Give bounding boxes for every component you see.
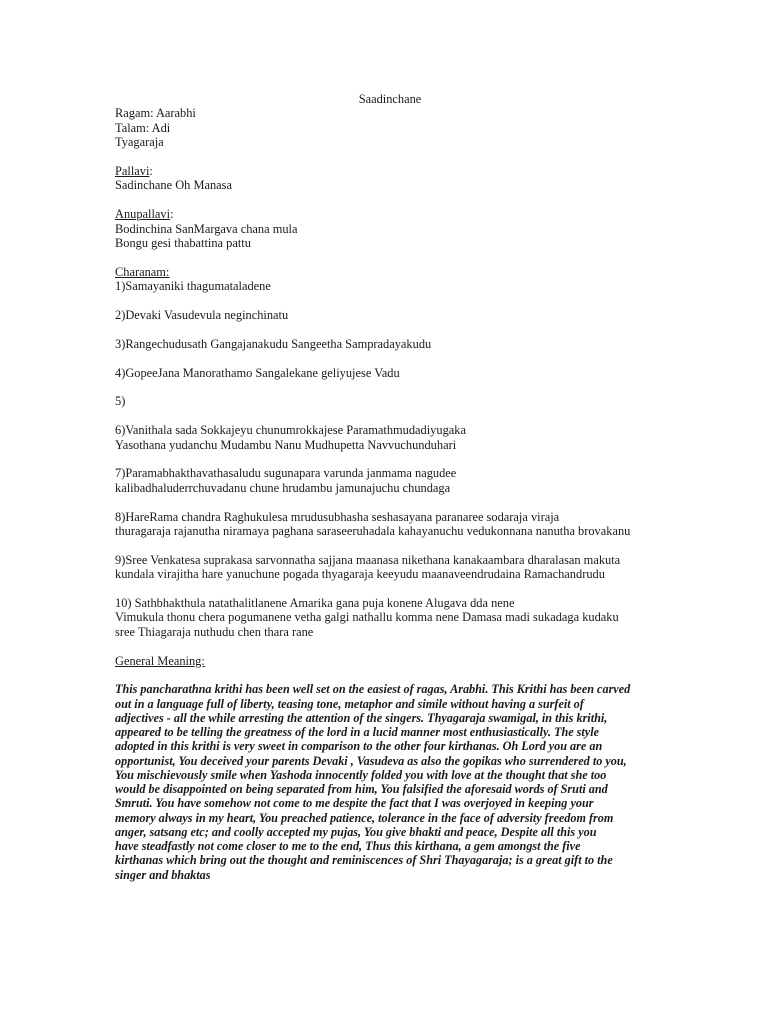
talam-line: Talam: Adi: [115, 120, 171, 135]
meaning-line: You mischievously smile when Yashoda innocently folded you with love at the thought that she too: [115, 767, 607, 782]
pallavi-line: Sadinchane Oh Manasa: [115, 178, 232, 193]
meaning-line: out in a language full of liberty, teasing tone, metaphor and simile without having a surfeit of: [115, 696, 584, 711]
spacer: [115, 294, 655, 308]
document-page: [115, 92, 655, 882]
meaning-line: This pancharathna krithi has been well set on the easiest of ragas, Arabhi. This Krithi has been carved: [115, 682, 631, 697]
spacer: [115, 351, 655, 365]
charanam-line-7a: 7)Paramabhakthavathasaludu sugunapara varunda janmama nagudee: [115, 466, 457, 481]
charanam-line-6a: 6)Vanithala sada Sokkajeyu chunumrokkajese Paramathmudadiyugaka: [115, 423, 466, 438]
charanam-line-9b: kundala virajitha hare yanuchune pogada thyagaraja keeyudu maanaveendrudaina Ramachandrudu: [115, 567, 605, 582]
composer-line: Tyagaraja: [115, 135, 164, 150]
document-title: Saadinchane: [358, 92, 422, 106]
charanam-line-10b: Vimukula thonu chera pogumanene vetha galgi nathallu komma nene Damasa madi sukadaga kudaku: [115, 610, 619, 625]
spacer: [115, 452, 655, 466]
spacer: [115, 380, 655, 394]
anupallavi-heading-text: Anupallavi: [115, 207, 171, 222]
spacer: [115, 322, 655, 336]
charanam-line-1: 1)Samayaniki thagumataladene: [115, 279, 271, 294]
anupallavi-heading: [115, 207, 655, 221]
charanam-line-4: 4)GopeeJana Manorathamo Sangalekane geliyujese Vadu: [115, 365, 400, 380]
pallavi-heading-text: Pallavi: [115, 164, 150, 179]
charanam-line-5: 5): [115, 394, 126, 409]
charanam-line-8a: 8)HareRama chandra Raghukulesa mrudusubhasha seshasayana paranaree sodaraja viraja: [115, 509, 560, 524]
meaning-line: opportunist, You deceived your parents Devaki , Vasudeva as also the gopikas who surrendered to you,: [115, 753, 627, 768]
meaning-line: Smruti. You have somehow not come to me despite the fact that I was overjoyed in keeping your: [115, 796, 594, 811]
pallavi-heading-colon: :: [149, 164, 153, 179]
spacer: [115, 495, 655, 509]
meaning-line: kirthanas which bring out the thought and reminiscences of Shri Thayagaraja; is a great gift to the: [115, 853, 613, 868]
meaning-line: would be disappointed on being separated from him, You falsified the aforesaid words of Sruti and: [115, 782, 608, 797]
meaning-line: singer and bhaktas: [115, 867, 211, 882]
anupallavi-heading-colon: :: [170, 207, 174, 222]
meaning-line: appeared to be telling the greatness of the lord in a lucid manner most enthusiastically. The style: [115, 725, 600, 740]
charanam-line-7b: kalibadhaluderrchuvadanu chune hrudambu jamunajuchu chundaga: [115, 480, 451, 495]
charanam-heading: Charanam:: [115, 264, 170, 279]
charanam-line-9a: 9)Sree Venkatesa suprakasa sarvonnatha sajjana maanasa nikethana kanakaambara dharalasan makuta: [115, 552, 621, 567]
charanam-line-8b: thuragaraja rajanutha niramaya paghana saraseeruhadala kahayanuchu vedukonnana nanutha brovakanu: [115, 524, 631, 539]
charanam-line-6b: Yasothana yudanchu Mudambu Nanu Mudhupetta Navvuchunduhari: [115, 437, 457, 452]
spacer: [115, 250, 655, 264]
charanam-line-2: 2)Devaki Vasudevula neginchinatu: [115, 308, 289, 323]
anupallavi-line: Bongu gesi thabattina pattu: [115, 236, 251, 251]
charanam-line-3: 3)Rangechudusath Gangajanakudu Sangeetha Sampradayakudu: [115, 336, 432, 351]
spacer: [115, 409, 655, 423]
meaning-line: anger, satsang etc; and coolly accepted my pujas, You give bhakti and peace, Despite all this you: [115, 824, 597, 839]
anupallavi-line: Bodinchina SanMargava chana mula: [115, 221, 298, 236]
meaning-line: adjectives - all the while arresting the attention of the singers. Thyagaraja swamigal, in this krithi,: [115, 710, 608, 725]
charanam-line-10a: 10) Sathbhakthula natathalitlanene Amarika gana puja konene Alugava dda nene: [115, 596, 515, 611]
charanam-line-10c: sree Thiagaraja nuthudu chen thara rane: [115, 624, 314, 639]
meaning-line: have steadfastly not come closer to me to the end, Thus this kirthana, a gem amongst the five: [115, 839, 581, 854]
meaning-line: adopted in this krithi is very sweet in comparison to the other four kirthanas. Oh Lord you are an: [115, 739, 603, 754]
meaning-line: memory always in my heart, You preached patience, tolerance in the face of adversity freedom from: [115, 810, 614, 825]
pallavi-heading: [115, 164, 655, 178]
spacer: [115, 668, 655, 682]
spacer: [115, 150, 655, 164]
ragam-line: Ragam: Aarabhi: [115, 106, 196, 121]
meaning-paragraph: [115, 682, 655, 882]
meaning-heading: General Meaning:: [115, 653, 205, 668]
spacer: [115, 538, 655, 552]
spacer: [115, 582, 655, 596]
spacer: [115, 639, 655, 653]
spacer: [115, 193, 655, 207]
